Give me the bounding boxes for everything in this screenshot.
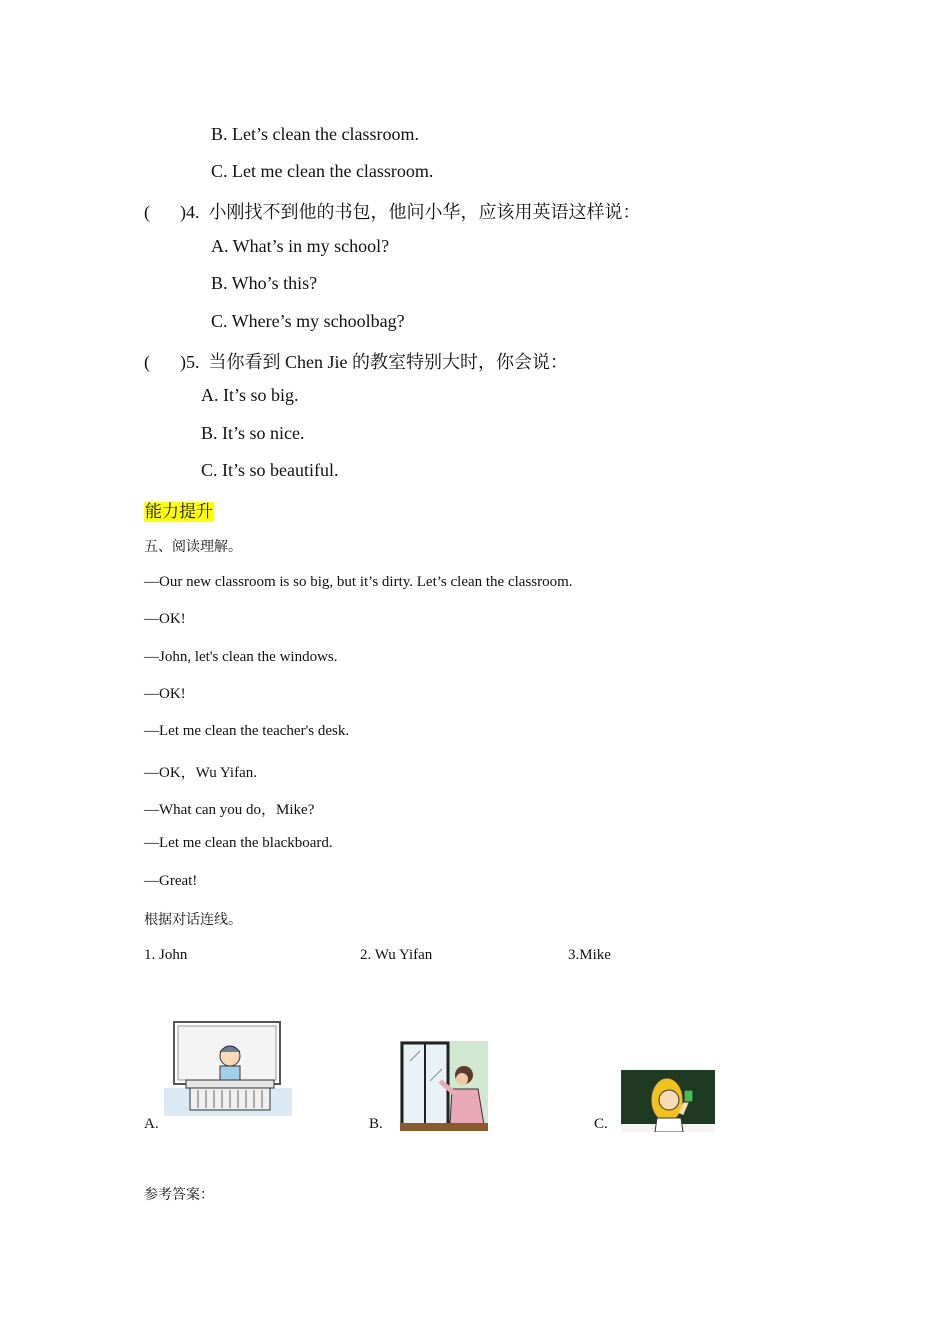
q5-option-a: A. It’s so big. <box>201 385 299 405</box>
q4-option-b: B. Who’s this? <box>211 273 318 293</box>
picture-label-c: C. <box>594 1116 608 1132</box>
girl-cleaning-blackboard-picture <box>621 1070 715 1132</box>
q5-question <box>144 348 568 374</box>
name-mike: 3.Mike <box>568 947 611 963</box>
q4-number: )4. <box>180 202 200 222</box>
q4-prompt: 小刚找不到他的书包，他问小华，应该用英语这样说： <box>208 202 641 222</box>
answer-bracket: ( <box>144 202 150 222</box>
q4-option-c: C. Where’s my schoolbag? <box>211 311 405 331</box>
dialogue-line: —OK! <box>144 686 186 702</box>
q5-number: )5. <box>180 352 200 372</box>
dialogue-line: —Our new classroom is so big, but it’s dirty. Let’s clean the classroom. <box>144 574 573 590</box>
section-tag <box>144 497 214 522</box>
dialogue-line: —OK! <box>144 611 186 627</box>
q3-option-b: B. Let’s clean the classroom. <box>211 124 419 144</box>
girl-cleaning-window-picture <box>400 1041 488 1131</box>
dialogue-line: —Let me clean the blackboard. <box>144 835 333 851</box>
dialogue-line: —What can you do，Mike? <box>144 802 315 818</box>
section-title: 五、阅读理解。 <box>144 539 242 555</box>
name-john: 1. John <box>144 947 188 963</box>
dialogue-line: —John, let's clean the windows. <box>144 649 338 665</box>
boy-cleaning-desk-picture <box>164 1018 292 1116</box>
q5-option-b: B. It’s so nice. <box>201 423 305 443</box>
dialogue-line: —Great! <box>144 873 198 889</box>
q5-option-c: C. It’s so beautiful. <box>201 460 339 480</box>
highlighted-label: 能力提升 <box>145 502 213 522</box>
q4-option-a: A. What’s in my school? <box>211 236 390 256</box>
q3-option-c: C. Let me clean the classroom. <box>211 161 434 181</box>
picture-label-b: B. <box>369 1116 383 1132</box>
dialogue-line: —Let me clean the teacher's desk. <box>144 723 350 739</box>
q5-prompt: 当你看到 Chen Jie 的教室特别大时，你会说： <box>208 352 568 372</box>
dialogue-line: —OK，Wu Yifan. <box>144 765 257 781</box>
name-wu-yifan: 2. Wu Yifan <box>360 947 433 963</box>
picture-label-a: A. <box>144 1116 159 1132</box>
answer-heading: 参考答案： <box>144 1187 214 1203</box>
answer-bracket: ( <box>144 352 150 372</box>
matching-instruction: 根据对话连线。 <box>144 912 242 928</box>
q4-question <box>144 198 641 224</box>
